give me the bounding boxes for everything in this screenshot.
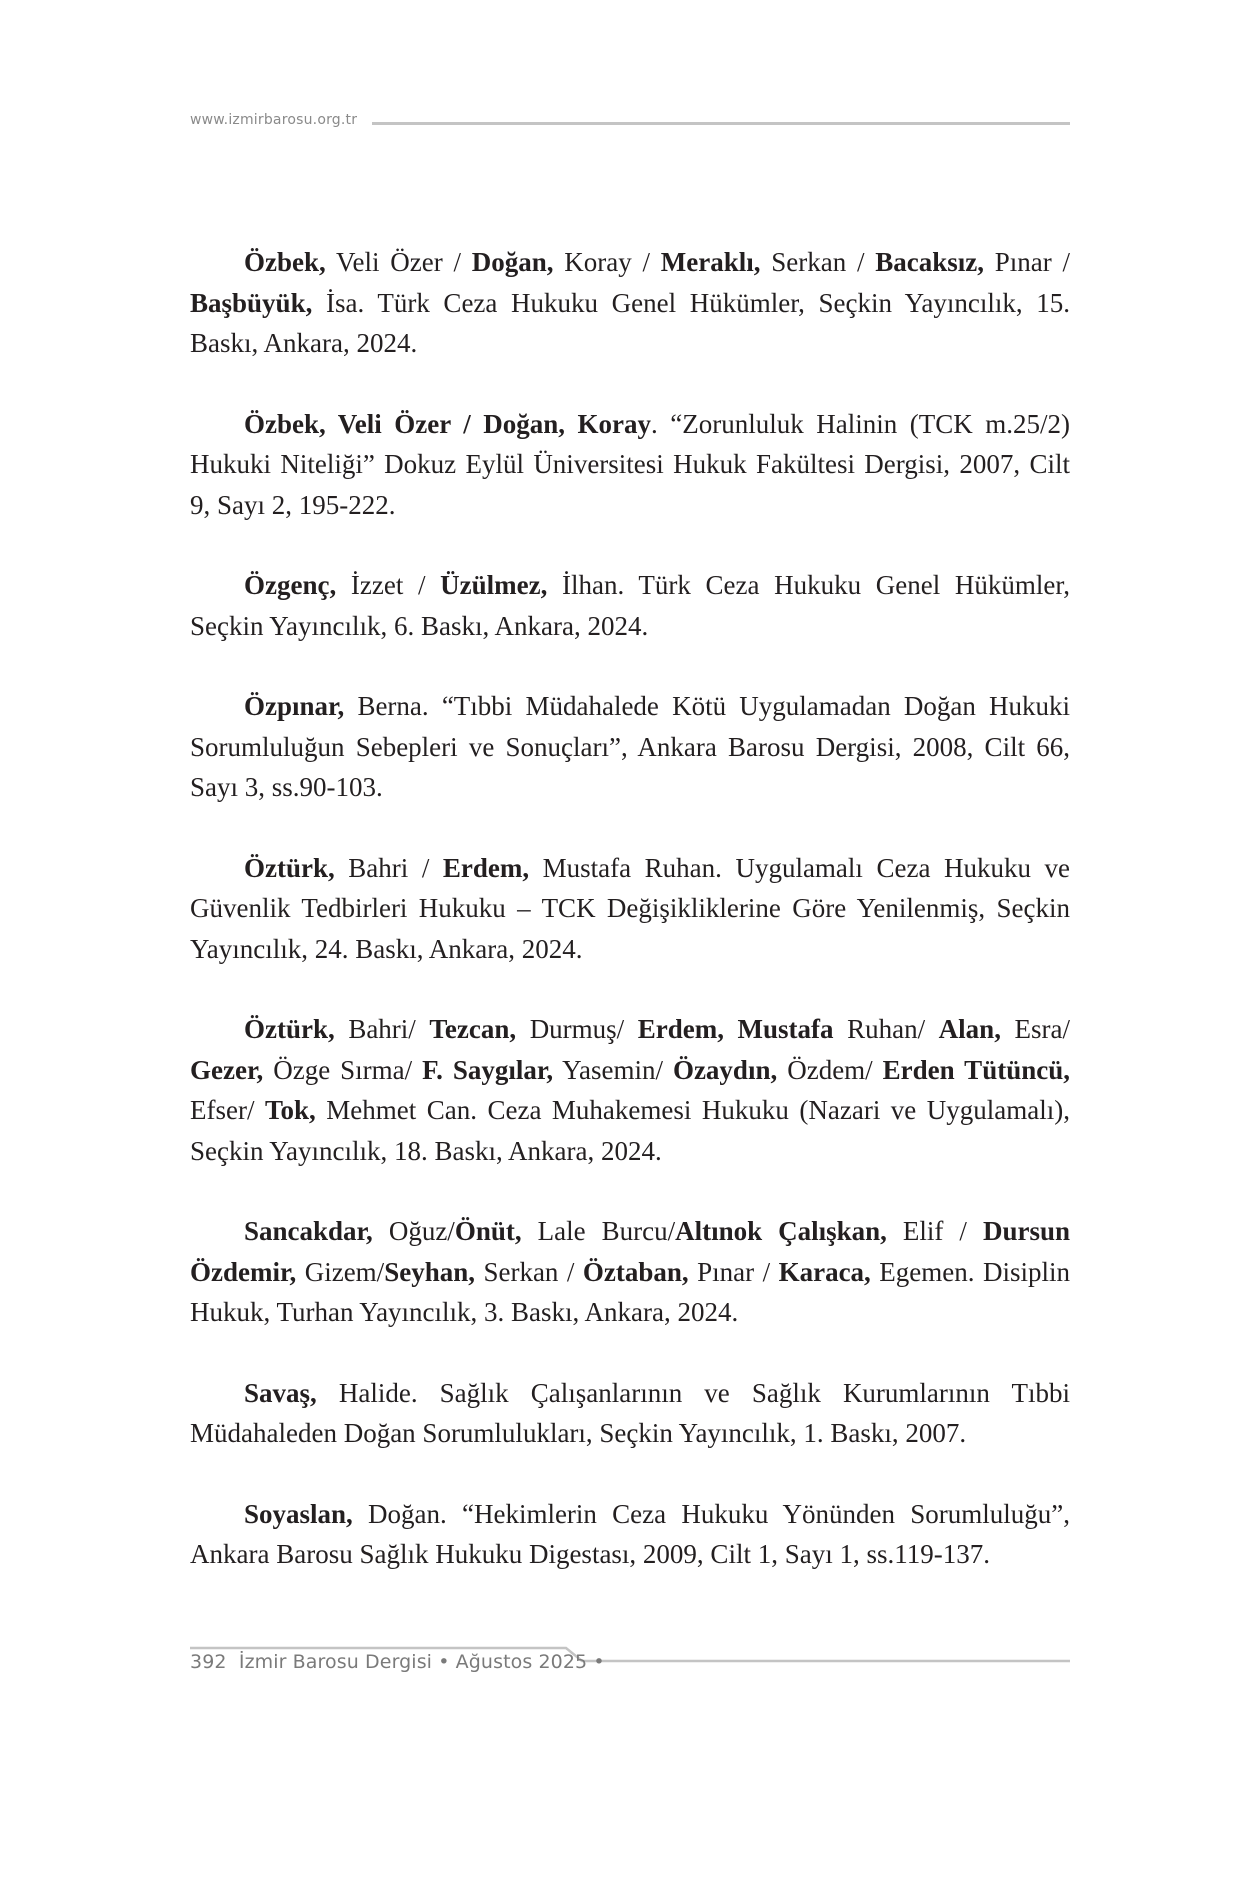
author-name: Tezcan, (429, 1014, 517, 1044)
entry-text: Pınar / (688, 1256, 779, 1287)
author-name: Özpınar, (244, 691, 345, 721)
entry-text: Yasemin/ (553, 1054, 673, 1085)
author-name: Altınok Çalışkan, (675, 1216, 887, 1246)
header-url: www.izmirbarosu.org.tr (190, 112, 358, 128)
entry-text: Lale Burcu/ (521, 1216, 676, 1246)
author-name: Özbek, (244, 247, 326, 277)
entry-text: İzzet / (336, 570, 441, 600)
entry-text: Durmuş/ (516, 1014, 638, 1044)
issue-date: Ağustos 2025 (455, 1651, 588, 1673)
entry-text: Veli Özer / (325, 247, 472, 277)
author-name: Bacaksız, (875, 247, 984, 277)
entry-text: Serkan / (760, 247, 876, 277)
author-name: F. Saygılar, (422, 1054, 554, 1085)
entry-text: Gizem/ (296, 1256, 385, 1287)
author-name: Doğan, (471, 247, 554, 277)
journal-name: İzmir Barosu Dergisi (238, 1651, 433, 1673)
entry-text: Bahri/ (334, 1014, 430, 1044)
entry-text: Pınar / (983, 247, 1070, 277)
entry-text: Mustafa Ruhan. Uygulamalı Ceza Hukuku ve Güvenlik Tedbirleri Hukuku – TCK Değişikliklerine Göre Yenilenmiş, Seçkin Yayıncılık, 24. Baskı, Ankara, 2024. (190, 852, 1070, 964)
entry-text: Elif / (886, 1216, 983, 1246)
entry-text: Koray / (553, 247, 661, 277)
author-name: Sancakdar, (244, 1216, 373, 1246)
author-name: Özgenç, (244, 570, 337, 600)
entry-text: Özdem/ (777, 1054, 883, 1085)
author-name: Öztürk, (244, 1014, 335, 1044)
author-name: Dursun Özdemir, (190, 1216, 1070, 1287)
entry-text: . “Zorunluluk Halinin (TCK m.25/2) Hukuki Niteliği” Dokuz Eylül Üniversitesi Hukuk Fakültesi Dergisi, 2007, Cilt 9, Sayı 2, 195-222. (190, 408, 1070, 520)
page-number: 392 (190, 1651, 227, 1673)
entry-text: Ruhan/ (833, 1014, 939, 1044)
author-name: Özbek, Veli Özer / Doğan, Koray (244, 408, 652, 439)
author-name: Erdem, (442, 852, 530, 883)
entry-text: Egemen. Disiplin Hukuk, Turhan Yayıncılık, 3. Baskı, Ankara, 2024. (190, 1256, 1070, 1327)
author-name: Üzülmez, (440, 570, 548, 600)
page-footer (190, 1651, 605, 1673)
footer-bullet: • (438, 1651, 450, 1673)
author-name: Öztürk, (244, 852, 335, 883)
entry-text: Mehmet Can. Ceza Muhakemesi Hukuku (Nazari ve Uygulamalı), Seçkin Yayıncılık, 18. Baskı, Ankara, 2024. (190, 1095, 1071, 1166)
author-name: Başbüyük, (190, 287, 313, 318)
entry-text: İsa. Türk Ceza Hukuku Genel Hükümler, Seçkin Yayıncılık, 15. Baskı, Ankara, 2024. (190, 287, 1070, 358)
entry-text: Halide. Sağlık Çalışanlarının ve Sağlık Kurumlarının Tıbbi Müdahaleden Doğan Sorumlulukları, Seçkin Yayıncılık, 1. Baskı, 2007. (190, 1377, 1070, 1448)
entry-text: Berna. “Tıbbi Müdahalede Kötü Uygulamadan Doğan Hukuki Sorumluluğun Sebepleri ve Sonuçları”, Ankara Barosu Dergisi, 2008, Cilt 66, Sayı 3, ss.90-103. (190, 691, 1070, 802)
entry-text: Özge Sırma/ (263, 1054, 423, 1085)
entry-text: Oğuz/ (372, 1216, 455, 1246)
entry-text: Doğan. “Hekimlerin Ceza Hukuku Yönünden Sorumluluğu”, Ankara Barosu Sağlık Hukuku Digestası, 2009, Cilt 1, Sayı 1, ss.119-137. (190, 1498, 1070, 1569)
author-name: Gezer, (190, 1054, 264, 1085)
author-name: Savaş, (244, 1377, 317, 1408)
author-name: Öztaban, (582, 1256, 689, 1287)
entry-text: Bahri / (334, 852, 443, 883)
author-name: Erden Tütüncü, (882, 1054, 1070, 1085)
entry-text: Esra/ (1000, 1014, 1070, 1044)
author-name: Soyaslan, (244, 1498, 353, 1529)
footer-bullet: • (593, 1651, 605, 1673)
author-name: Özaydın, (672, 1054, 778, 1085)
author-name: Tok, (264, 1095, 316, 1125)
author-name: Karaca, (778, 1256, 871, 1287)
entry-text: Efser/ (190, 1095, 265, 1125)
author-name: Önüt, (454, 1216, 522, 1246)
author-name: Erdem, Mustafa (637, 1014, 834, 1044)
author-name: Meraklı, (660, 247, 761, 277)
author-name: Alan, (938, 1014, 1001, 1044)
entry-text: İlhan. Türk Ceza Hukuku Genel Hükümler, Seçkin Yayıncılık, 6. Baskı, Ankara, 2024. (190, 570, 1071, 641)
entry-text: Serkan / (474, 1256, 583, 1287)
author-name: Seyhan, (384, 1256, 475, 1287)
